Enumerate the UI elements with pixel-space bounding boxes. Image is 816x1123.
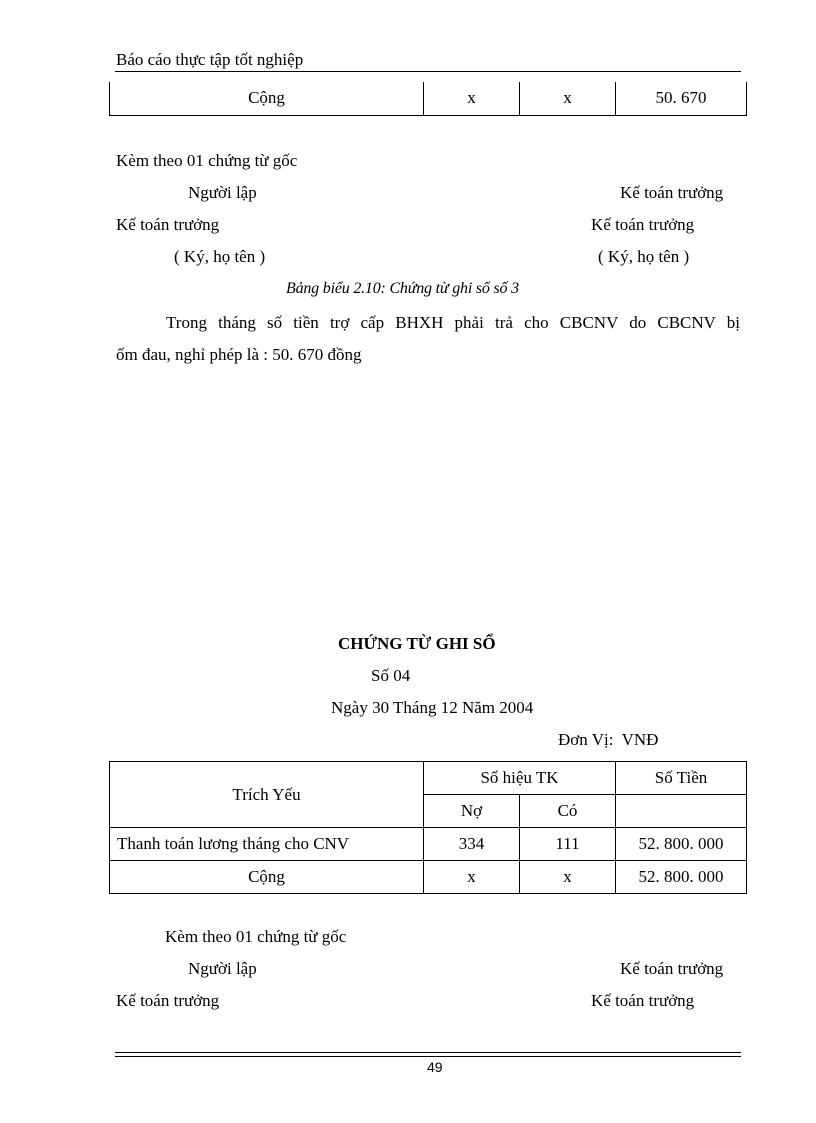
signature-preparer-2: Người lập xyxy=(188,959,257,978)
debit-cell: x xyxy=(424,82,520,115)
sign-name-note-left: ( Ký, họ tên ) xyxy=(174,247,266,266)
sign-name-note-right: ( Ký, họ tên ) xyxy=(598,247,690,266)
signature-chief-accountant-left-2: Kế toán trưởng xyxy=(116,991,220,1010)
debit-cell: x xyxy=(424,861,520,894)
summary-cell: Cộng xyxy=(110,861,424,894)
debit-header: Nợ xyxy=(424,795,520,828)
currency-unit: Đơn Vị: VNĐ xyxy=(558,730,659,749)
signature-chief-accountant-right: Kế toán trưởng xyxy=(591,215,695,234)
attached-documents-note: Kèm theo 01 chứng từ gốc xyxy=(116,151,298,170)
signature-chief-accountant-right-2: Kế toán trưởng xyxy=(591,991,695,1010)
report-header-title: Báo cáo thực tập tốt nghiệp xyxy=(116,50,304,69)
credit-cell: x xyxy=(520,861,616,894)
footer-rule-top xyxy=(115,1052,741,1053)
paragraph-line: ốm đau, nghỉ phép là : 50. 670 đồng xyxy=(116,345,362,364)
table-row xyxy=(110,861,747,894)
voucher-table xyxy=(109,761,747,894)
amount-cell: 52. 800. 000 xyxy=(616,828,747,861)
signature-chief-accountant-2: Kế toán trưởng xyxy=(620,959,724,978)
debit-cell: 334 xyxy=(424,828,520,861)
table-row xyxy=(110,82,747,115)
signature-preparer: Người lập xyxy=(188,183,257,202)
attached-documents-note-2: Kèm theo 01 chứng từ gốc xyxy=(165,927,347,946)
credit-cell: x xyxy=(520,82,616,115)
voucher-title: CHỨNG TỪ GHI SỔ xyxy=(338,634,496,653)
total-label-cell: Cộng xyxy=(110,82,424,115)
top-total-table xyxy=(109,82,747,116)
voucher-date: Ngày 30 Tháng 12 Năm 2004 xyxy=(331,698,534,717)
account-header: Số hiệu TK xyxy=(424,762,616,795)
credit-header: Có xyxy=(520,795,616,828)
voucher-number: Số 04 xyxy=(371,666,411,685)
summary-header: Trích Yếu xyxy=(110,762,424,828)
page-number: 49 xyxy=(427,1059,443,1075)
amount-header: Số Tiền xyxy=(616,762,747,795)
footer-rule-bottom xyxy=(115,1056,741,1057)
table-row xyxy=(110,828,747,861)
amount-subheader-empty xyxy=(616,795,747,828)
summary-cell: Thanh toán lương tháng cho CNV xyxy=(110,828,424,861)
paragraph-line: Trong tháng số tiền trợ cấp BHXH phải trả cho CBCNV do CBCNV bị xyxy=(166,313,740,332)
table-header-row xyxy=(110,762,747,795)
signature-chief-accountant-left: Kế toán trưởng xyxy=(116,215,220,234)
header-rule xyxy=(115,71,741,72)
body-paragraph xyxy=(116,307,740,371)
table-caption: Bảng biểu 2.10: Chứng từ ghi sổ số 3 xyxy=(286,280,519,297)
amount-cell: 52. 800. 000 xyxy=(616,861,747,894)
credit-cell: 111 xyxy=(520,828,616,861)
signature-chief-accountant: Kế toán trưởng xyxy=(620,183,724,202)
amount-cell: 50. 670 xyxy=(616,82,747,115)
